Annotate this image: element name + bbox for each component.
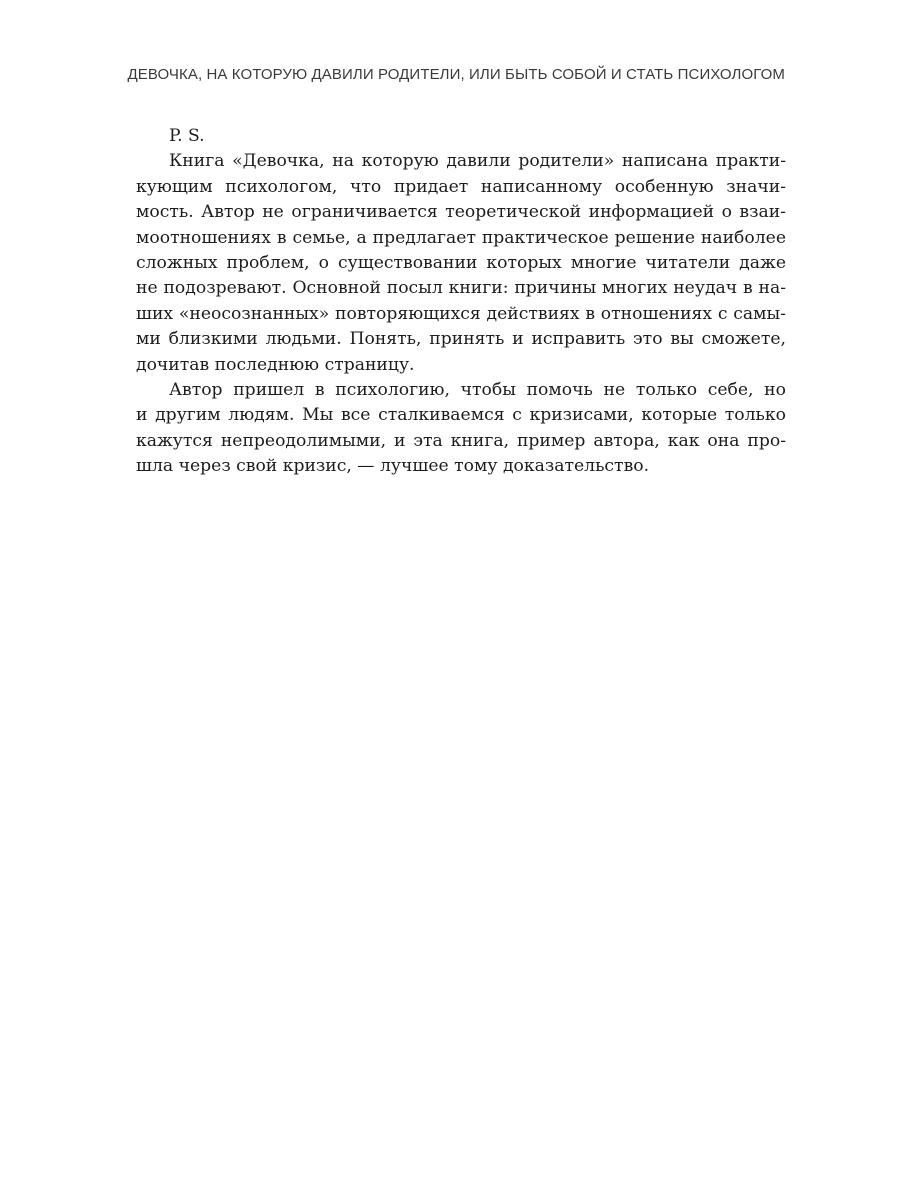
paragraph-2-line: и другим людям. Мы все сталкиваемся с кризисами, которые только	[136, 405, 786, 426]
paragraph-1-line: кующим психологом, что придает написанному особенную значи-	[136, 176, 786, 197]
running-header: ДЕВОЧКА, НА КОТОРУЮ ДАВИЛИ РОДИТЕЛИ, ИЛИ БЫТЬ СОБОЙ И СТАТЬ ПСИХОЛОГОМ	[127, 66, 785, 83]
paragraph-1	[136, 149, 786, 378]
paragraph-1-line: ших «неосознанных» повторяющихся действиях в отношениях с самы-	[136, 303, 786, 324]
paragraph-1-line: не подозревают. Основной посыл книги: причины многих неудач в на-	[136, 278, 786, 299]
ps-label: P. S.	[169, 126, 205, 146]
paragraph-1-line: Книга «Девочка, на которую давили родители» написана практи-	[169, 151, 786, 172]
paragraph-2	[136, 378, 786, 480]
paragraph-1-line: моотношениях в семье, а предлагает практическое решение наиболее	[136, 227, 786, 248]
paragraph-1-line: сложных проблем, о существовании которых многие читатели даже	[136, 252, 786, 273]
paragraph-2-line: Автор пришел в психологию, чтобы помочь не только себе, но	[169, 379, 786, 400]
body-text	[136, 124, 786, 479]
paragraph-1-line: мость. Автор не ограничивается теоретической информацией о взаи-	[136, 202, 786, 223]
paragraph-1-line: ми близкими людьми. Понять, принять и исправить это вы сможете,	[136, 329, 786, 350]
paragraph-2-line: кажутся непреодолимыми, и эта книга, пример автора, как она про-	[136, 430, 786, 451]
paragraph-1-line: дочитав последнюю страницу.	[136, 354, 415, 375]
paragraph-2-line: шла через свой кризис, — лучшее тому доказательство.	[136, 456, 650, 477]
